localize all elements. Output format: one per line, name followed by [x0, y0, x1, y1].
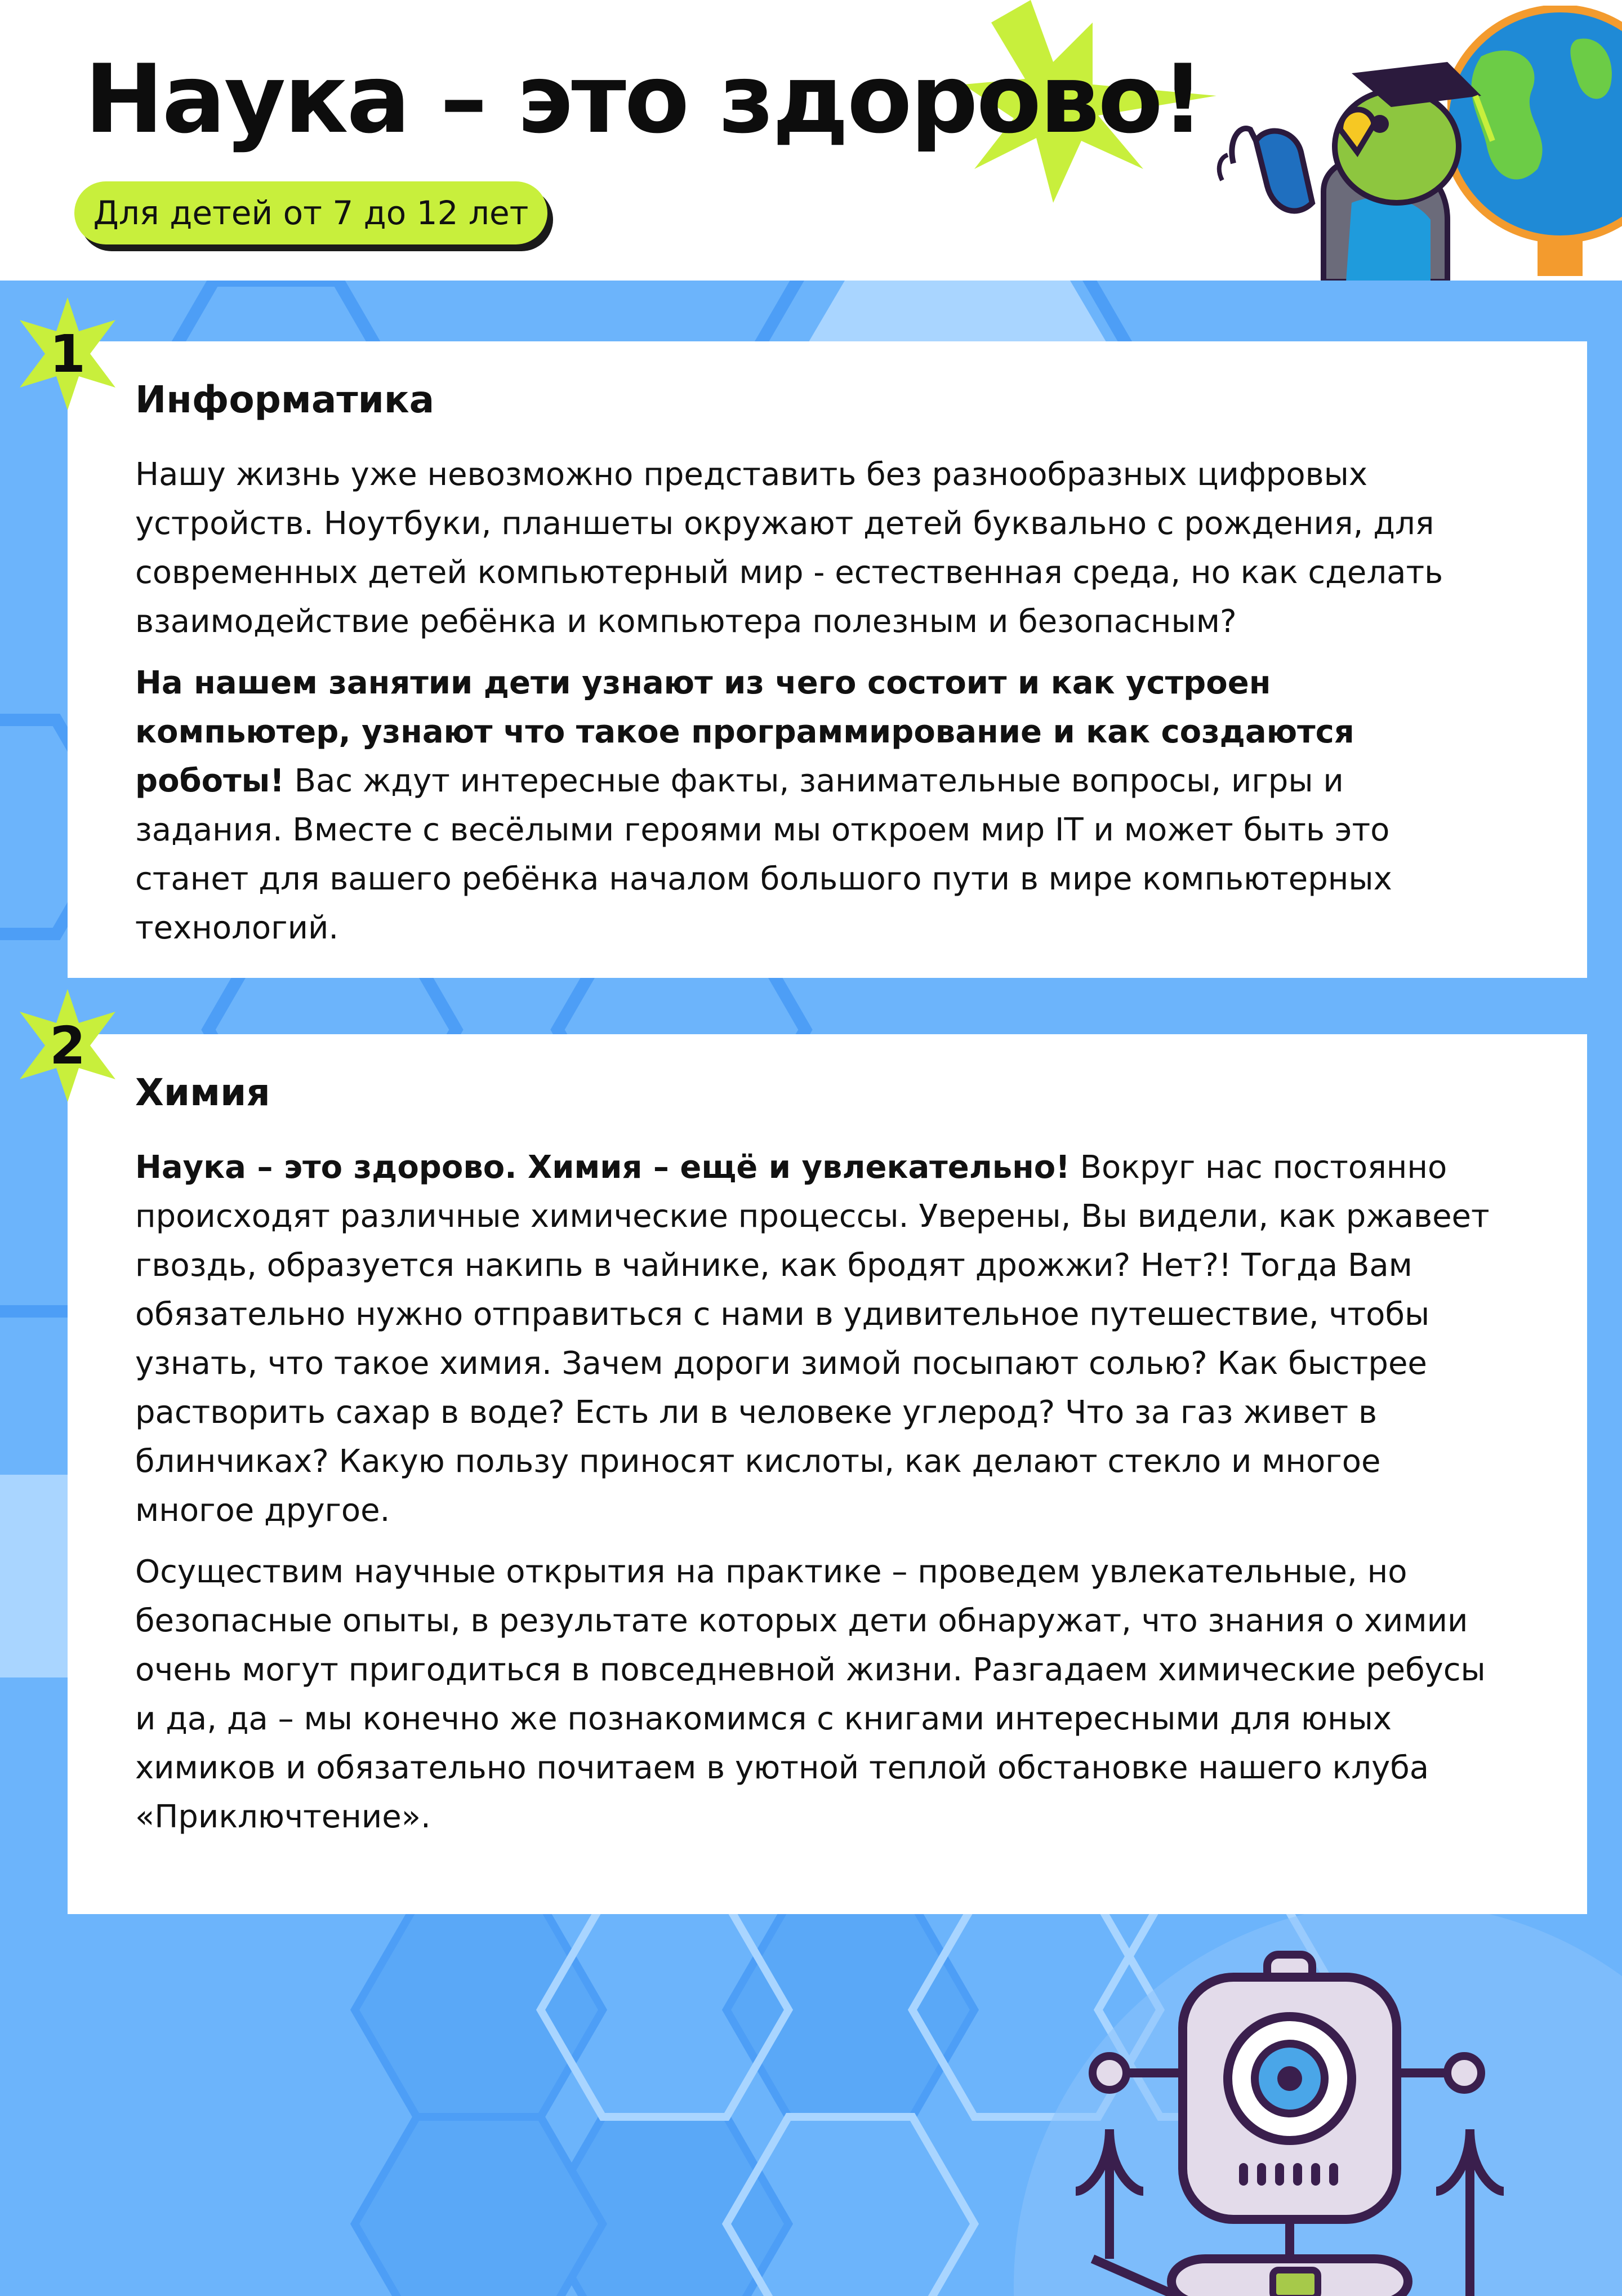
age-badge: Для детей от 7 до 12 лет: [74, 181, 547, 244]
paragraph-bold-lead: Наука – это здорово. Химия – ещё и увлекательно!: [135, 1149, 1070, 1186]
page-header: [0, 0, 1622, 281]
section-title: Химия: [135, 1071, 270, 1114]
paragraph-bold-lead: На нашем занятии дети узнают из чего состоит и как устроен компьютер, узнают что такое программирование и как создаются роботы!: [135, 664, 1354, 799]
robot-mascot-icon: [1025, 1943, 1554, 2296]
section-paragraph: [135, 1547, 1497, 1841]
paragraph-text: Нашу жизнь уже невозможно представить без разнообразных цифровых устройств. Ноутбуки, планшеты окружают детей буквально с рождения, для современных детей компьютерный мир - естественная среда, но как сделать взаимодействие ребёнка и компьютера полезным и безопасным?: [135, 456, 1443, 640]
section-paragraph: [135, 450, 1497, 646]
paragraph-text: Вас ждут интересные факты, занимательные вопросы, игры и задания. Вместе с весёлыми героями мы откроем мир IT и может быть это станет для вашего ребёнка началом большого пути в мире компьютерных технологий.: [135, 762, 1392, 946]
section-number: 2: [49, 1015, 86, 1076]
paragraph-text: Вокруг нас постоянно происходят различные химические процессы. Уверены, Вы видели, как ржавеет гвоздь, образуется накипь в чайнике, как бродят дрожжи? Нет?! Тогда Вам обязательно нужно отправиться с нами в удивительное путешествие, чтобы узнать, что такое химия. Зачем дороги зимой посыпают солью? Как быстрее растворить сахар в воде? Есть ли в человеке углерод? Что за газ живет в блинчиках? Какую пользу приносят кислоты, как делают стекло и многое многое другое.: [135, 1149, 1490, 1529]
parrot-mascot-icon: [1211, 62, 1526, 281]
section-title: Информатика: [135, 378, 435, 421]
section-card-informatics: [68, 341, 1587, 978]
paragraph-text: Осуществим научные открытия на практике – проведем увлекательные, но безопасные опыты, в результате которых дети обнаружат, что знания о химии очень могут пригодиться в повседневной жизни. Разгадаем химические ребусы и да, да – мы конечно же познакомимся с книгами интересными для юных химиков и обязательно почитаем в уютной теплой обстановке нашего клуба «Приключтение».: [135, 1553, 1486, 1835]
page-title: Наука – это здорово!: [84, 44, 1203, 154]
section-card-chemistry: [68, 1034, 1587, 1914]
section-paragraph: [135, 1143, 1497, 1535]
section-paragraph: [135, 658, 1497, 953]
section-number: 1: [49, 323, 86, 384]
section-number-badge: [11, 989, 124, 1102]
section-number-badge: [11, 297, 124, 410]
